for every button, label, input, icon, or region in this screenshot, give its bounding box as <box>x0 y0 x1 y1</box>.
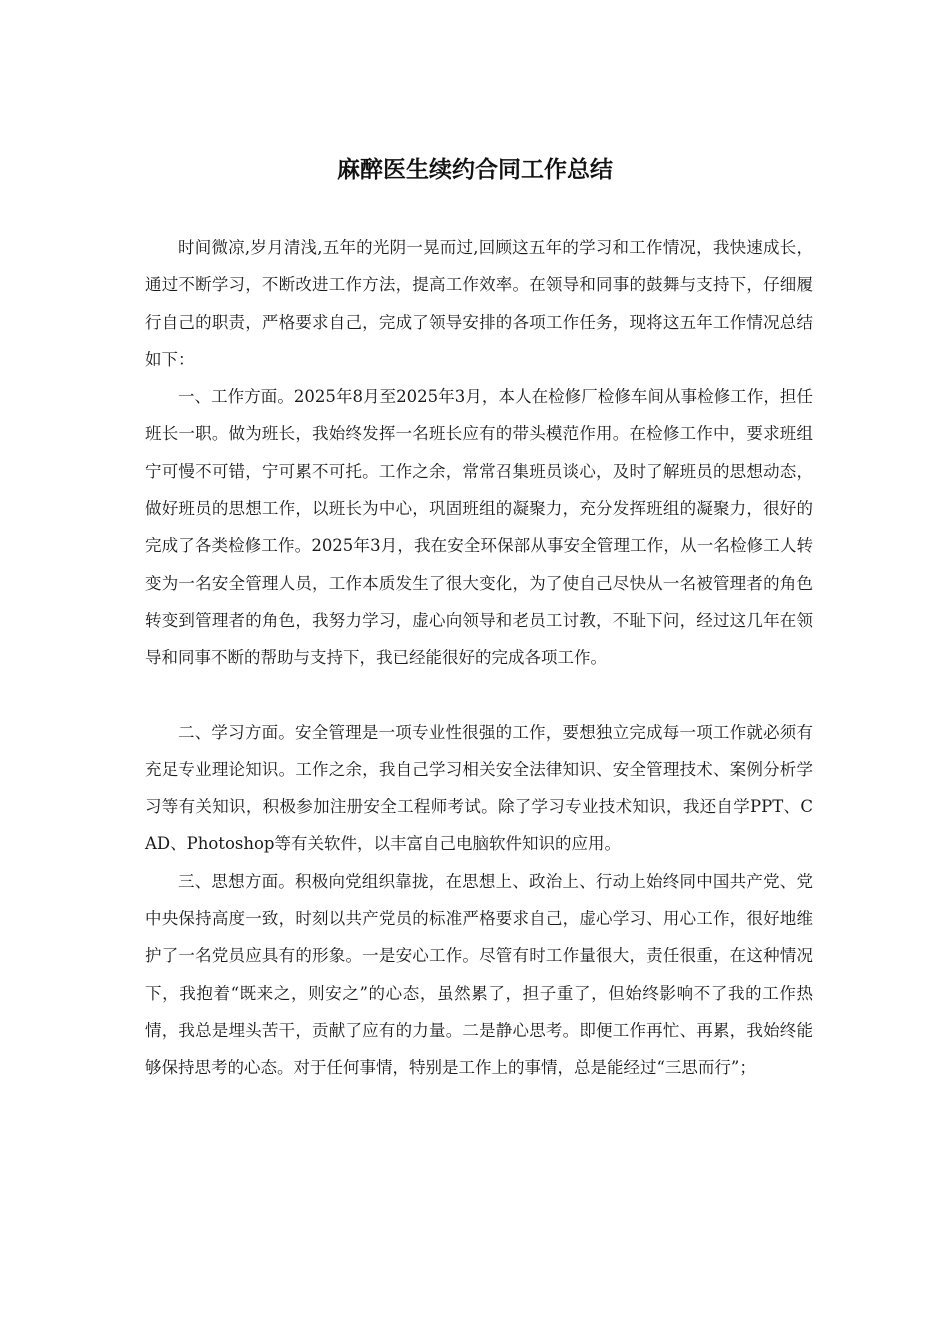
paragraph-study: 二、学习方面。安全管理是一项专业性很强的工作，要想独立完成每一项工作就必须有充足专业理论知识。工作之余，我自己学习相关安全法律知识、安全管理技术、案例分析学习等有关知识，积极参加注册安全工程师考试。除了学习专业技术知识，我还自学PPT、CAD、Photoshop等有关软件，以丰富自己电脑软件知识的应用。 <box>145 722 813 854</box>
document-body <box>145 229 813 1087</box>
paragraph-intro: 时间微凉,岁月清浅,五年的光阴一晃而过,回顾这五年的学习和工作情况，我快速成长，通过不断学习，不断改进工作方法，提高工作效率。在领导和同事的鼓舞与支持下，仔细履行自己的职责，严格要求自己，完成了领导安排的各项工作任务，现将这五年工作情况总结如下： <box>145 238 813 369</box>
paragraph-work: 一、工作方面。2025年8月至2025年3月，本人在检修厂检修车间从事检修工作，担任班长一职。做为班长，我始终发挥一名班长应有的带头模范作用。在检修工作中，要求班组宁可慢不可错，宁可累不可托。工作之余，常常召集班员谈心，及时了解班员的思想动态，做好班员的思想工作，以班长为中心，巩固班组的凝聚力，充分发挥班组的凝聚力，很好的完成了各类检修工作。2025年3月，我在安全环保部从事安全管理工作，从一名检修工人转变为一名安全管理人员，工作本质发生了很大变化，为了使自己尽快从一名被管理者的角色转变到管理者的角色，我努力学习，虚心向领导和老员工讨教，不耻下问，经过这几年在领导和同事不断的帮助与支持下，我已经能很好的完成各项工作。 <box>145 387 813 668</box>
paragraph-thought: 三、思想方面。积极向党组织靠拢，在思想上、政治上、行动上始终同中国共产党、党中央保持高度一致，时刻以共产党员的标准严格要求自己，虚心学习、用心工作，很好地维护了一名党员应具有的形象。一是安心工作。尽管有时工作量很大，责任很重，在这种情况下，我抱着“既来之，则安之”的心态，虽然累了，担子重了，但始终影响不了我的工作热情，我总是埋头苦干，贡献了应有的力量。二是静心思考。即便工作再忙、再累，我始终能够保持思考的心态。对于任何事情，特别是工作上的事情，总是能经过“三思而行”； <box>145 871 813 1078</box>
document-title: 麻醉医生续约合同工作总结 <box>337 157 613 183</box>
